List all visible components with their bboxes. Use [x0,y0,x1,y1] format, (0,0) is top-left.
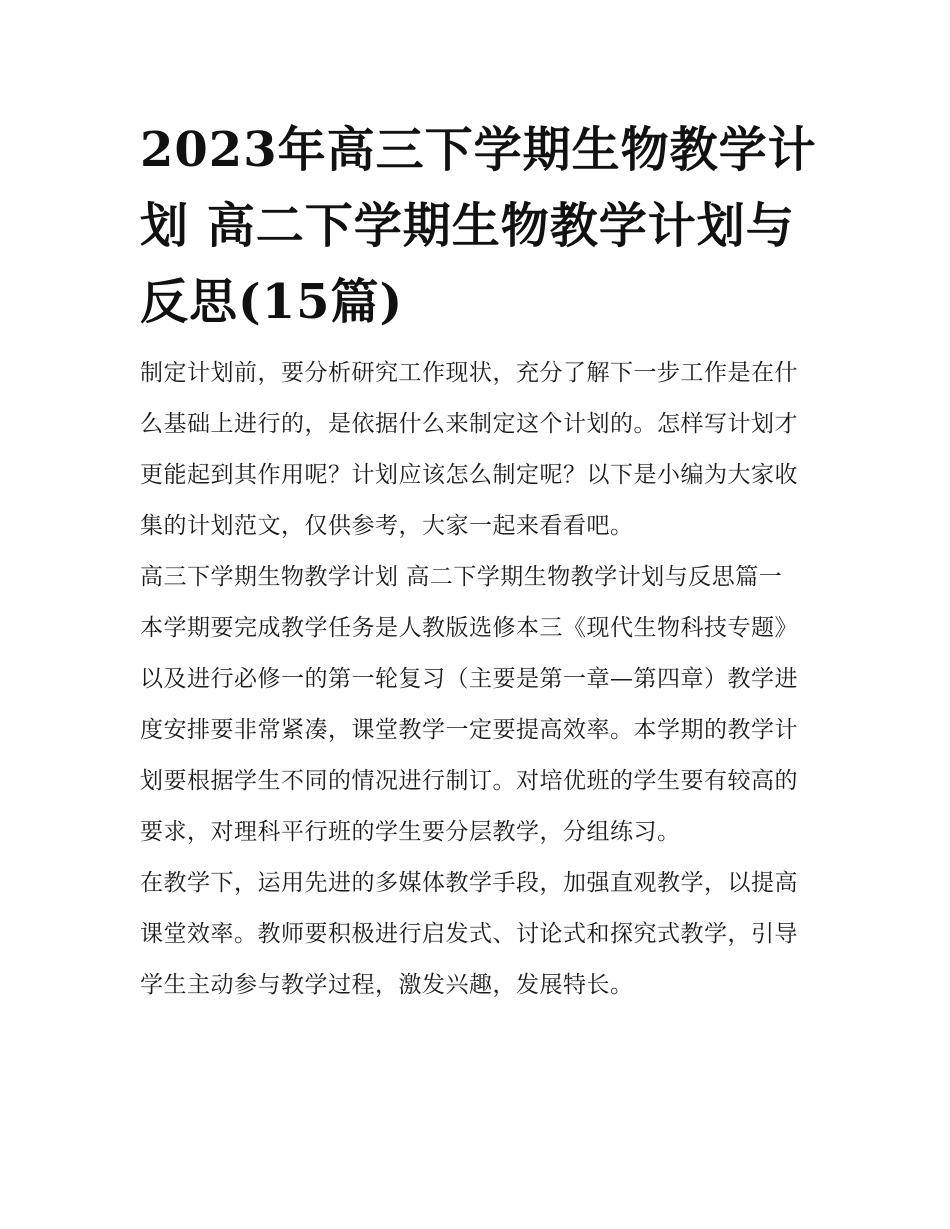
document-title: 2023年高三下学期生物教学计划 高二下学期生物教学计划与反思(15篇) [140,122,817,330]
document-page [140,112,820,1011]
intro-paragraph: 制定计划前，要分析研究工作现状，充分了解下一步工作是在什么基础上进行的，是依据什么来制定这个计划的。怎样写计划才更能起到其作用呢？计划应该怎么制定呢？以下是小编为大家收集的计划范文，仅供参考，大家一起来看看吧。 [140,360,798,539]
body-paragraph: 本学期要完成教学任务是人教版选修本三《现代生物科技专题》以及进行必修一的第一轮复习（主要是第一章—第四章）教学进度安排要非常紧凑，课堂教学一定要提高效率。本学期的教学计划要根据学生不同的情况进行制订。对培优班的学生要有较高的要求，对理科平行班的学生要分层教学，分组练习。 [140,615,798,845]
section-heading: 高三下学期生物教学计划 高二下学期生物教学计划与反思篇一 [140,564,783,590]
body-paragraph: 在教学下，运用先进的多媒体教学手段，加强直观教学，以提高课堂效率。教师要积极进行启发式、讨论式和探究式教学，引导学生主动参与教学过程，激发兴趣，发展特长。 [140,870,798,998]
